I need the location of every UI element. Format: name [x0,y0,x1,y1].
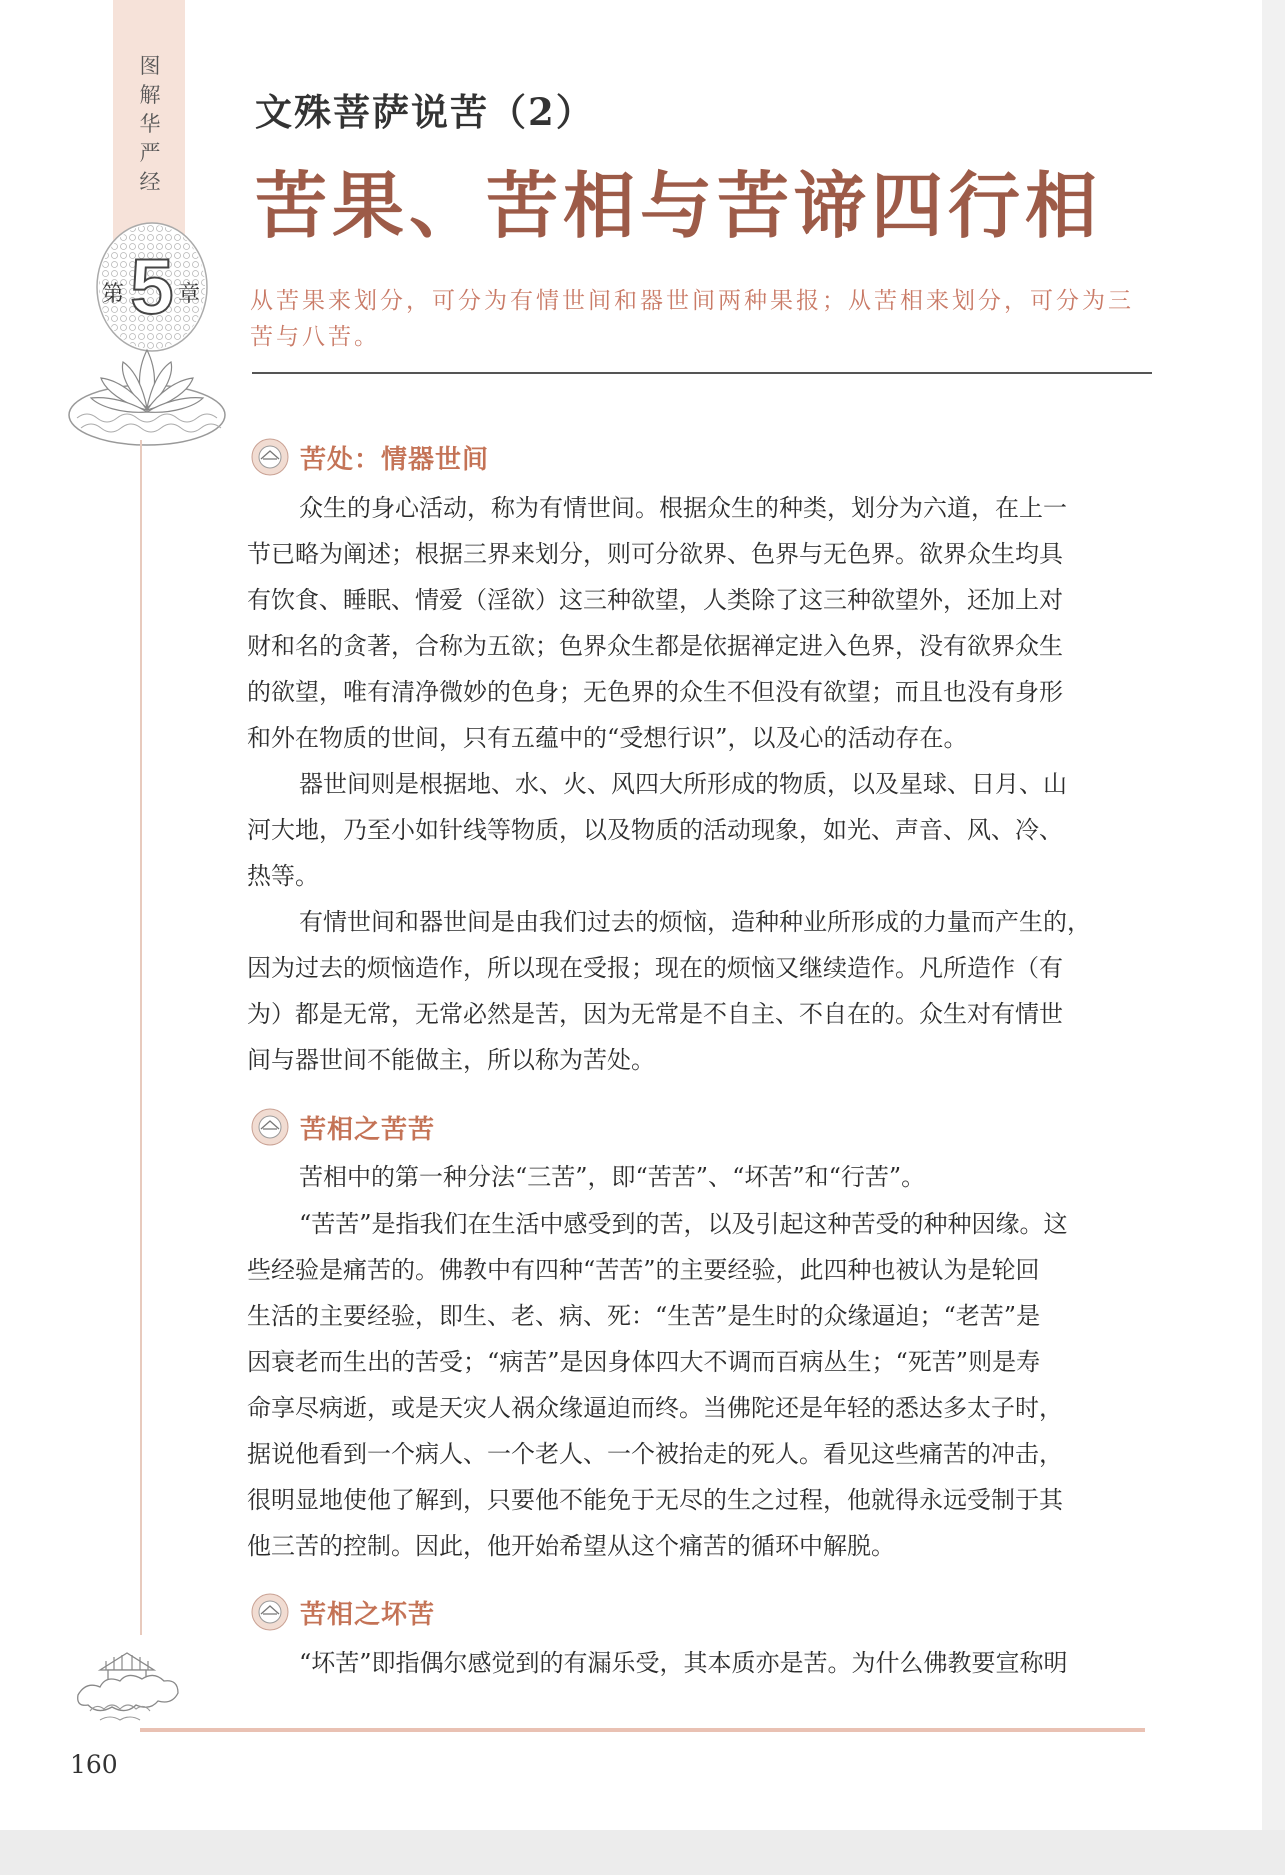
body-paragraph [247,1201,1155,1569]
body-paragraph [247,899,1155,1083]
dharma-wheel-icon [250,1107,290,1147]
text-line: 器世间则是根据地、水、火、风四大所形成的物质，以及星球、日月、山 [299,770,1067,798]
series-char: 图 [139,54,161,78]
intro-summary [250,283,1155,355]
lotus-icon [65,340,230,450]
text-line: 财和名的贪著，合称为五欲；色界众生都是依据禅定进入色界，没有欲界众生 [247,632,1063,660]
text-line: 热等。 [247,862,319,890]
text-line: 生活的主要经验，即生、老、病、死：“生苦”是生时的众缘逼迫；“老苦”是 [247,1302,1041,1330]
body-paragraph [247,1640,1155,1686]
text-line: 因衰老而生出的苦受；“病苦”是因身体四大不调而百病丛生；“死苦”则是寿 [247,1348,1041,1376]
section-title: 苦相之坏苦 [300,1599,436,1630]
body-paragraph [247,761,1155,899]
text-line: 为）都是无常，无常必然是苦，因为无常是不自主、不自在的。众生对有情世 [247,1000,1063,1028]
text-line: 命享尽病逝，或是天灾人祸众缘逼迫而终。当佛陀还是年轻的悉达多太子时， [247,1394,1063,1422]
text-line: 苦相中的第一种分法“三苦”，即“苦苦”、“坏苦”和“行苦”。 [299,1163,926,1191]
body-paragraph [247,1154,1155,1200]
text-line: 和外在物质的世间，只有五蕴中的“受想行识”，以及心的活动存在。 [247,724,968,752]
section-heading [250,437,489,477]
series-char: 经 [139,170,161,194]
section-heading [250,1592,435,1632]
page-number: 160 [70,1750,118,1779]
text-line: 有情世间和器世间是由我们过去的烦恼，造种种业所形成的力量而产生的， [299,908,1091,936]
chapter-number: 5 [130,242,174,330]
chapter-prefix: 第 [102,282,125,307]
text-line: “坏苦”即指偶尔感觉到的有漏乐受，其本质亦是苦。为什么佛教要宣称明 [299,1649,1068,1677]
text-line: 很明显地使他了解到，只要他不能免于无尽的生之过程，他就得永远受制于其 [247,1486,1063,1514]
side-rule [140,440,142,1635]
body-paragraph [247,485,1155,761]
section-subtitle: 文殊菩萨说苦（2） [255,90,595,134]
series-char: 严 [139,141,161,165]
text-line: 河大地，乃至小如针线等物质，以及物质的活动现象，如光、声音、风、冷、 [247,816,1063,844]
section-title: 苦相之苦苦 [300,1114,436,1145]
text-line: 众生的身心活动，称为有情世间。根据众生的种类，划分为六道，在上一 [299,494,1067,522]
dharma-wheel-icon [250,1592,290,1632]
page-edge [1262,0,1285,1875]
intro-line: 苦与八苦。 [250,324,380,350]
text-line: “苦苦”是指我们在生活中感受到的苦，以及引起这种苦受的种种因缘。这 [299,1210,1068,1238]
text-line: 节已略为阐述；根据三界来划分，则可分欲界、色界与无色界。欲界众生均具 [247,540,1063,568]
text-line: 的欲望，唯有清净微妙的色身；无色界的众生不但没有欲望；而且也没有身形 [247,678,1063,706]
header-rule [252,372,1152,374]
section-heading [250,1107,435,1147]
section-title: 苦处：情器世间 [300,444,490,475]
text-line: 些经验是痛苦的。佛教中有四种“苦苦”的主要经验，此四种也被认为是轮回 [247,1256,1040,1284]
page-edge-bottom [0,1830,1285,1875]
text-line: 有饮食、睡眠、情爱（淫欲）这三种欲望，人类除了这三种欲望外，还加上对 [247,586,1063,614]
text-line: 间与器世间不能做主，所以称为苦处。 [247,1046,655,1074]
page-title: 苦果、苦相与苦谛四行相 [255,163,1103,248]
text-line: 因为过去的烦恼造作，所以现在受报；现在的烦恼又继续造作。凡所造作（有 [247,954,1063,982]
chapter-badge [92,215,212,355]
series-char: 华 [139,112,161,136]
intro-line: 从苦果来划分，可分为有情世间和器世间两种果报；从苦相来划分，可分为三 [250,288,1134,314]
dharma-wheel-icon [250,437,290,477]
chapter-suffix: 章 [178,282,201,307]
text-line: 他三苦的控制。因此，他开始希望从这个痛苦的循环中解脱。 [247,1532,895,1560]
book-series-title [138,52,162,197]
text-line: 据说他看到一个病人、一个老人、一个被抬走的死人。看见这些痛苦的冲击， [247,1440,1063,1468]
cloud-ornament-icon [70,1625,185,1730]
series-char: 解 [139,83,161,107]
footer-rule [140,1728,1145,1732]
